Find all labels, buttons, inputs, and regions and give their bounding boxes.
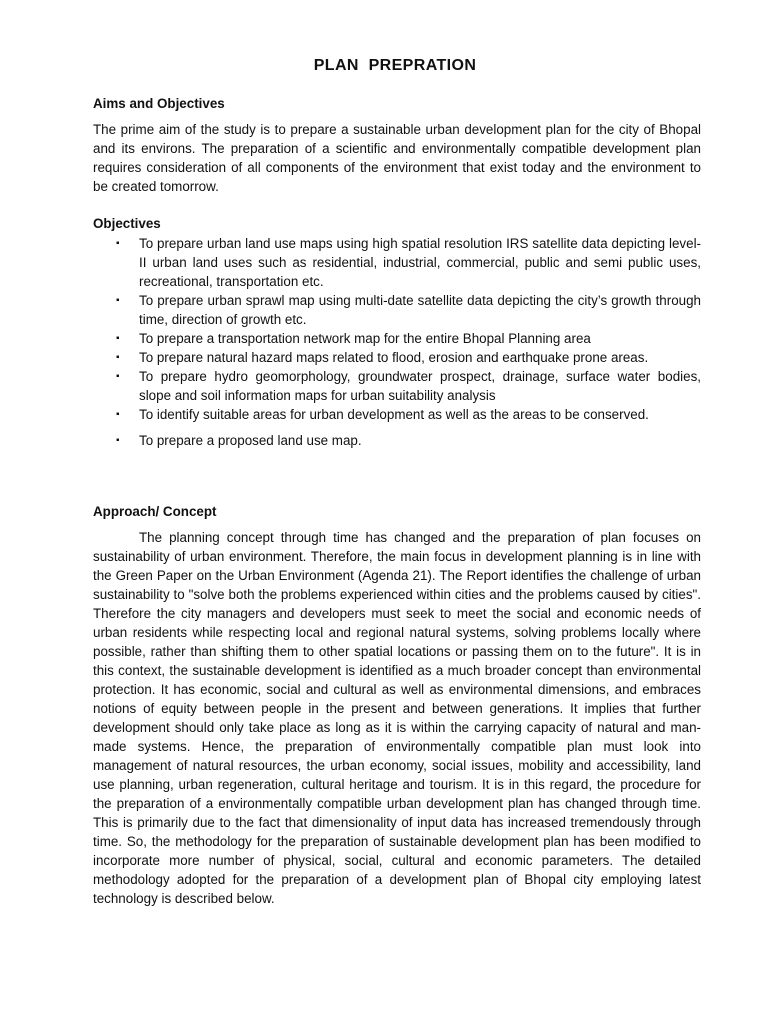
approach-heading: Approach/ Concept [93,504,217,519]
bullet-icon: ▪ [116,238,120,249]
bullet-icon: ▪ [116,371,120,382]
page-title: PLAN PREPRATION [313,57,477,74]
objective-text: To identify suitable areas for urban development as well as the areas to be conserved. [139,407,649,422]
objectives-heading: Objectives [93,216,161,231]
objective-item [93,329,701,348]
objective-text: To prepare urban land use maps using high spatial resolution IRS satellite data depicting level-II urban land uses such as residential, industrial, commercial, public and semi public uses, recreational, transportation etc. [139,236,701,289]
aims-paragraph: The prime aim of the study is to prepare a sustainable urban development plan for the city of Bhopal and its environs. The preparation of a scientific and environmentally compatible development plan requires consideration of all components of the environment that exist today and the environment to be created tomorrow. [93,122,701,194]
objective-item [93,405,701,424]
bullet-icon: ▪ [116,409,120,420]
bullet-icon: ▪ [116,333,120,344]
objective-text: To prepare natural hazard maps related to flood, erosion and earthquake prone areas. [139,350,649,365]
objectives-list [93,234,701,450]
aims-heading: Aims and Objectives [93,96,225,111]
objective-text: To prepare a proposed land use map. [139,433,362,448]
objective-item [93,234,701,291]
bullet-icon: ▪ [116,435,120,446]
objective-item [93,367,701,405]
objective-item [93,348,701,367]
bullet-icon: ▪ [116,295,120,306]
objective-item [93,431,701,450]
objective-item [93,291,701,329]
objective-text: To prepare a transportation network map for the entire Bhopal Planning area [139,331,591,346]
bullet-icon: ▪ [116,352,120,363]
approach-paragraph: The planning concept through time has changed and the preparation of plan focuses on sustainability of urban environment. Therefore, the main focus in development planning is in line with the Green Paper on the Urban Environment (Agenda 21). The Report identifies the challenge of urban sustainability to "solve both the problems experienced within cities and the problems caused by cities". Therefore the city managers and developers must seek to meet the social and economic needs of urban residents while respecting local and regional natural systems, solving problems locally where possible, rather than shifting them to other spatial locations or passing them on to the future". It is in this context, the sustainable development is identified as a much broader concept than environmental protection. It has economic, social and cultural as well as environmental dimensions, and embraces notions of equity between people in the present and between generations. It implies that further development should only take place as long as it is within the carrying capacity of natural and man-made systems. Hence, the preparation of environmentally compatible plan must look into management of natural resources, the urban economy, social issues, mobility and accessibility, land use planning, urban regeneration, cultural heritage and tourism. It is in this regard, the procedure for the preparation of a environmentally compatible urban development plan has changed through time. This is primarily due to the fact that dimensionality of input data has increased tremendously through time. So, the methodology for the preparation of sustainable development plan has been modified to incorporate more number of physical, social, cultural and economic parameters. The detailed methodology adopted for the preparation of a development plan of Bhopal city employing latest technology is described below. [93,530,701,906]
objective-text: To prepare hydro geomorphology, groundwater prospect, drainage, surface water bodies, slope and soil information maps for urban suitability analysis [139,369,701,403]
objective-text: To prepare urban sprawl map using multi-date satellite data depicting the city’s growth through time, direction of growth etc. [139,293,701,327]
